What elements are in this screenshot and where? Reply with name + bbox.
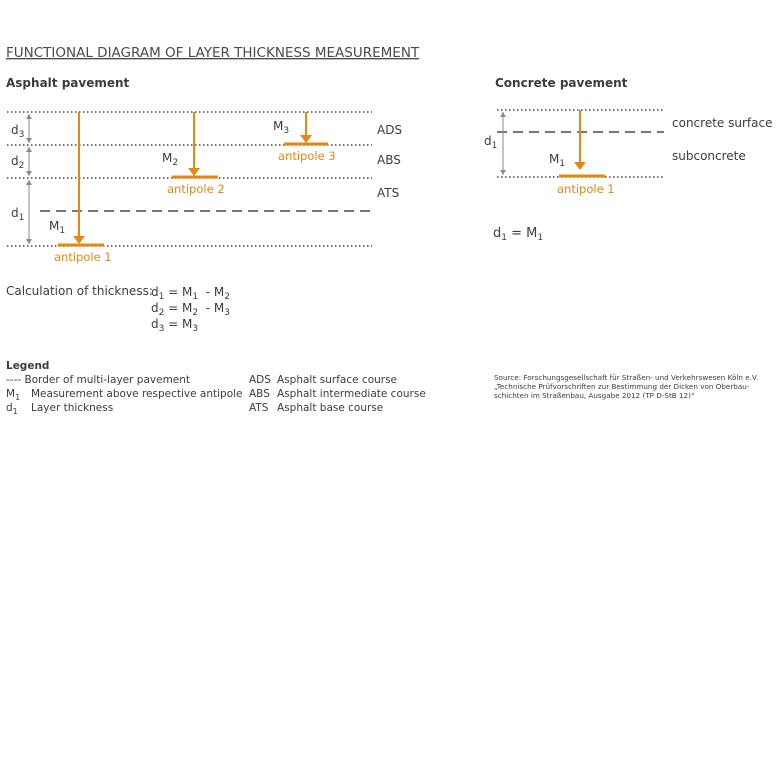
calculation-row-2: $d_2 = M_2 - M_3$ [151,301,231,318]
concrete-dim-d1: $d_1$ [484,134,498,151]
subconcrete-label: subconcrete [672,149,746,163]
calculation-row-1: $d_1 = M_1 - M_2$ [151,285,231,302]
source-line-2: „Technische Prüfvorschriften zur Bestimmung der Dicken von Oberbau- [494,382,750,391]
legend-d-symbol: $d_1$ [6,402,18,416]
legend-text-ads: Asphalt surface course [277,374,398,386]
asphalt-antipole-2: antipole 2 [167,182,225,196]
asphalt-arrow-m3 [284,112,328,144]
asphalt-dimension-lines [26,114,32,244]
concrete-formula: $d_1 = M_1$ [493,226,544,243]
layer-code-abs: ABS [377,153,401,167]
legend-heading: Legend [6,360,50,372]
diagram-title: FUNCTIONAL DIAGRAM OF LAYER THICKNESS MEASUREMENT [6,45,420,61]
concrete-antipole-1: antipole 1 [557,182,615,196]
legend-border-entry: ---- Border of multi-layer pavement [6,374,191,386]
legend-code-ads: ADS [249,374,271,386]
asphalt-label-m1: $M_1$ [49,219,66,236]
asphalt-heading: Asphalt pavement [6,76,130,90]
asphalt-antipole-3: antipole 3 [278,149,336,163]
legend-code-ats: ATS [249,402,269,414]
concrete-arrow-m1 [559,110,605,176]
concrete-label-m1: $M_1$ [549,152,566,169]
legend-text-ats: Asphalt base course [277,402,384,414]
concrete-heading: Concrete pavement [495,76,628,90]
legend-text-abs: Asphalt intermediate course [277,388,426,400]
calculation-row-3: $d_3 = M_3$ [151,317,199,334]
concrete-dimension-line [500,112,506,175]
legend-m-symbol: $M_1$ [6,388,21,402]
source-line-1: Source: Forschungsgesellschaft für Straßen- und Verkehrswesen Köln e.V. [494,373,759,382]
legend-m-text: Measurement above respective antipole [31,388,243,400]
calculation-label: Calculation of thickness: [6,284,153,298]
asphalt-antipole-1: antipole 1 [54,250,112,264]
layer-code-ads: ADS [377,123,403,137]
asphalt-dim-d3: $d_3$ [11,123,25,140]
asphalt-label-m3: $M_3$ [273,119,290,136]
asphalt-dim-d2: $d_2$ [11,154,25,171]
source-line-3: schichten im Straßenbau, Ausgabe 2012 (TP D-StB 12)“ [494,391,695,400]
concrete-surface-label: concrete surface [672,116,773,130]
asphalt-label-m2: $M_2$ [162,151,179,168]
layer-code-ats: ATS [377,186,400,200]
legend-d-text: Layer thickness [31,402,114,414]
legend-code-abs: ABS [249,388,270,400]
asphalt-dim-d1: $d_1$ [11,206,25,223]
